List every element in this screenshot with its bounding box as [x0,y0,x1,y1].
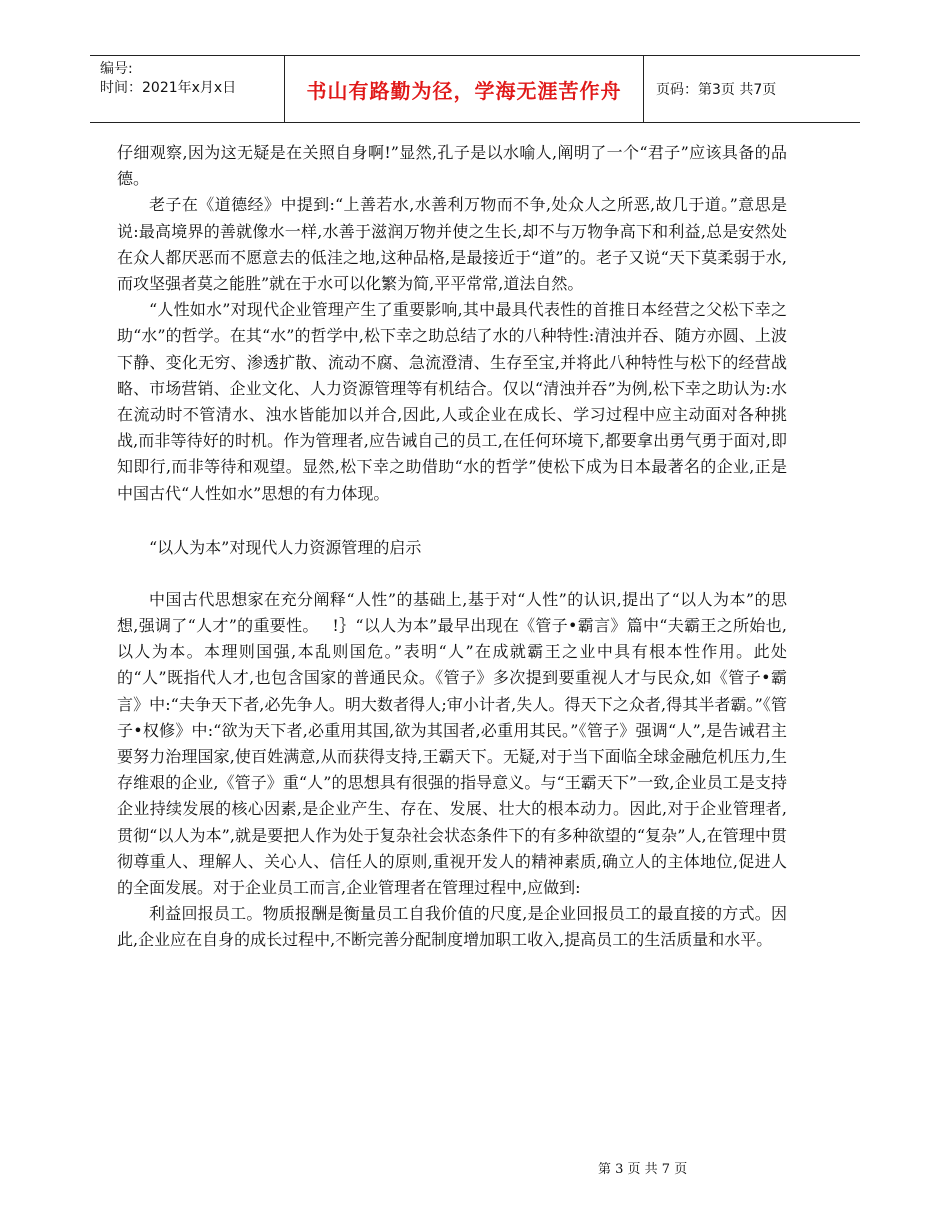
paragraph-3: “人性如水”对现代企业管理产生了重要影响,其中最具代表性的首推日本经营之父松下幸之助“水”的哲学。在其“水”的哲学中,松下幸之助总结了水的八种特性:清浊并吞、随方亦圆、上波下静、变化无穷、渗透扩散、流动不腐、急流澄清、生存至宝,并将此八种特性与松下的经营战略、市场营销、企业文化、人力资源管理等有机结合。仅以“清浊并吞”为例,松下幸之助认为:水在流动时不管清水、浊水皆能加以并合,因此,人或企业在成长、学习过程中应主动面对各种挑战,而非等待好的时机。作为管理者,应告诫自己的员工,在任何环境下,都要拿出勇气勇于面对,即知即行,而非等待和观望。显然,松下幸之助借助“水的哲学”使松下成为日本最著名的企业,正是中国古代“人性如水”思想的有力体现。 [117,300,787,503]
motto: 书山有路勤为径，学海无涯苦作舟 [284,56,644,122]
paragraph-4: 中国古代思想家在充分阐释“人性”的基础上,基于对“人性”的认识,提出了“以人为本”的思想,强调了“人才”的重要性。 !｝“以人为本”最早出现在《管子•霸言》篇中“夫霸王之所始也,以人为本。本理则国强,本乱则国危。”表明“人”在成就霸王之业中具有根本性作用。此处的“人”既指代人才,也包含国家的普通民众。《管子》多次提到要重视人才与民众,如《管子•霸言》中:“夫争天下者,必先争人。明大数者得人;审小计者,失人。得天下之众者,得其半者霸。”《管子•权修》中:“欲为天下者,必重用其国,欲为其国者,必重用其民。”《管子》强调“人”,是告诫君主要努力治理国家,使百姓满意,从而获得支持,王霸天下。无疑,对于当下面临全球金融危机压力,生存维艰的企业,《管子》重“人”的思想具有很强的指导意义。与“王霸天下”一致,企业员工是支持企业持续发展的核心因素,是企业产生、存在、发展、壮大的根本动力。因此,对于企业管理者,贯彻“以人为本”,就是要把人作为处于复杂社会状态条件下的有多种欲望的“复杂”人,在管理中贯彻尊重人、理解人、关心人、信任人的原则,重视开发人的精神素质,确立人的主体地位,促进人的全面发展。对于企业员工而言,企业管理者在管理过程中,应做到: [117,589,787,898]
section-heading: “以人为本”对现代人力资源管理的启示 [149,537,422,557]
number-label: 编号: [100,61,133,77]
paragraph-5: 利益回报员工。物质报酬是衡量员工自我价值的尺度,是企业回报员工的最直接的方式。因此,企业应在自身的成长过程中,不断完善分配制度增加职工收入,提高员工的生活质量和水平。 [117,904,787,950]
time-label: 时间：2021年x月x日 [100,80,237,96]
paragraph-2: 老子在《道德经》中提到:“上善若水,水善利万物而不争,处众人之所恶,故几于道。”意思是说:最高境界的善就像水一样,水善于滋润万物并使之生长,却不与万物争高下和利益,总是安然处在众人都厌恶而不愿意去的低洼之地,这种品格,是最接近于“道”的。老子又说“天下莫柔弱于水,而攻坚强者莫之能胜”就在于水可以化繁为简,平平常常,道法自然。 [117,195,787,294]
header-meta [100,60,282,118]
document-body [117,140,787,954]
paragraph-1: 仔细观察,因为这无疑是在关照自身啊!”显然,孔子是以水喻人,阐明了一个“君子”应该具备的品德。 [117,143,787,189]
page-info: 页码：第3页 共7页 [656,82,777,98]
page-header [90,55,860,123]
page-footer: 第 3 页 共 7 页 [598,1162,688,1177]
